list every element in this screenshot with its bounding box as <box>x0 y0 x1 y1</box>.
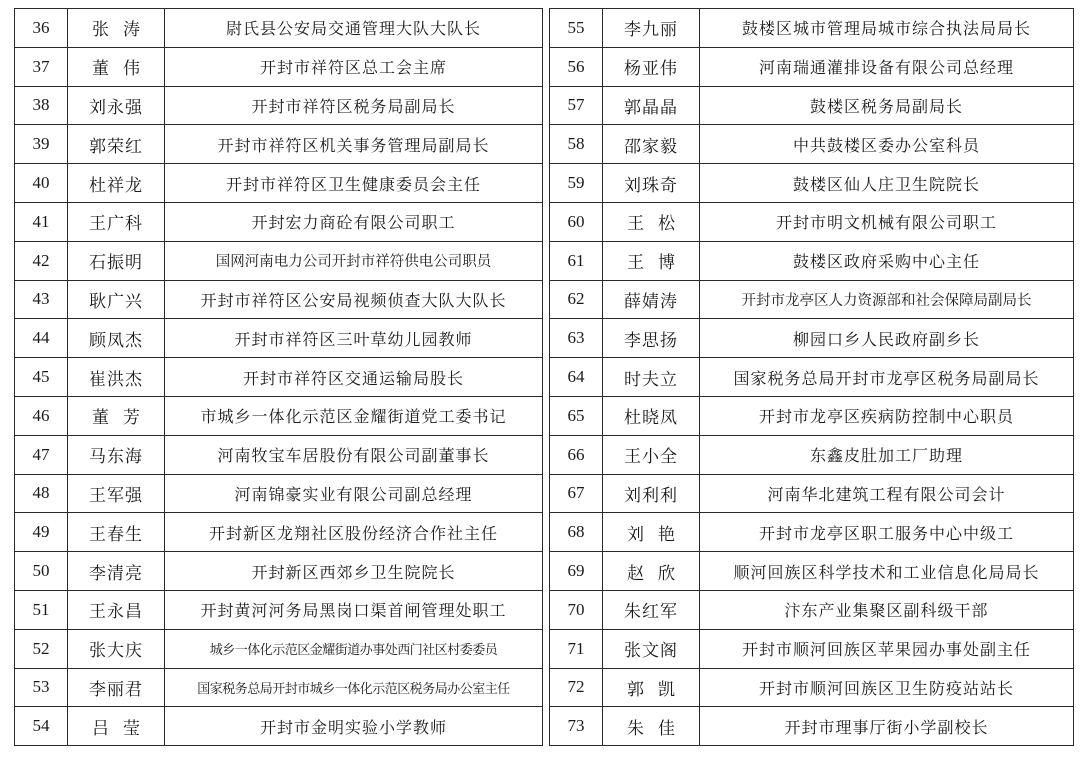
table-row <box>550 125 1074 164</box>
person-position: 柳园口乡人民政府副乡长 <box>700 319 1074 358</box>
table-row <box>550 396 1074 435</box>
table-row <box>15 435 543 474</box>
person-name: 王永昌 <box>68 590 165 629</box>
row-number: 72 <box>550 668 603 707</box>
person-position: 开封市龙亭区职工服务中心中级工 <box>700 513 1074 552</box>
row-number: 63 <box>550 319 603 358</box>
person-position: 鼓楼区政府采购中心主任 <box>700 241 1074 280</box>
row-number: 40 <box>15 164 68 203</box>
row-number: 42 <box>15 241 68 280</box>
row-number: 62 <box>550 280 603 319</box>
person-position: 开封新区西郊乡卫生院院长 <box>165 552 543 591</box>
person-position: 开封新区龙翔社区股份经济合作社主任 <box>165 513 543 552</box>
table-row <box>15 358 543 397</box>
person-name: 李九丽 <box>603 9 700 48</box>
person-position: 顺河回族区科学技术和工业信息化局局长 <box>700 552 1074 591</box>
person-position: 国网河南电力公司开封市祥符供电公司职员 <box>165 241 543 280</box>
row-number: 70 <box>550 590 603 629</box>
person-name: 耿广兴 <box>68 280 165 319</box>
person-name: 李清亮 <box>68 552 165 591</box>
person-name: 时夫立 <box>603 358 700 397</box>
person-position: 开封市明文机械有限公司职工 <box>700 202 1074 241</box>
row-number: 49 <box>15 513 68 552</box>
table-row <box>15 164 543 203</box>
table-row <box>550 241 1074 280</box>
person-position: 开封市祥符区税务局副局长 <box>165 86 543 125</box>
person-position: 开封市顺河回族区苹果园办事处副主任 <box>700 629 1074 668</box>
table-row <box>15 125 543 164</box>
person-name: 李思扬 <box>603 319 700 358</box>
row-number: 58 <box>550 125 603 164</box>
row-number: 48 <box>15 474 68 513</box>
person-position: 河南华北建筑工程有限公司会计 <box>700 474 1074 513</box>
person-position: 开封黄河河务局黑岗口渠首闸管理处职工 <box>165 590 543 629</box>
person-position: 东鑫皮肚加工厂助理 <box>700 435 1074 474</box>
roster-table-left-body <box>15 9 543 746</box>
roster-table-left <box>14 8 543 746</box>
row-number: 41 <box>15 202 68 241</box>
person-name: 杨亚伟 <box>603 47 700 86</box>
row-number: 59 <box>550 164 603 203</box>
person-position: 中共鼓楼区委办公室科员 <box>700 125 1074 164</box>
table-row <box>15 629 543 668</box>
row-number: 57 <box>550 86 603 125</box>
row-number: 39 <box>15 125 68 164</box>
person-name: 崔洪杰 <box>68 358 165 397</box>
row-number: 67 <box>550 474 603 513</box>
person-name: 李丽君 <box>68 668 165 707</box>
person-name: 郭晶晶 <box>603 86 700 125</box>
person-position: 开封市龙亭区疾病防控制中心职员 <box>700 396 1074 435</box>
row-number: 65 <box>550 396 603 435</box>
table-row <box>550 86 1074 125</box>
row-number: 68 <box>550 513 603 552</box>
row-number: 45 <box>15 358 68 397</box>
person-name: 杜晓凤 <box>603 396 700 435</box>
person-name: 赵欣 <box>603 552 700 591</box>
person-name: 刘珠奇 <box>603 164 700 203</box>
table-row <box>550 629 1074 668</box>
person-name: 董芳 <box>68 396 165 435</box>
person-position: 鼓楼区税务局副局长 <box>700 86 1074 125</box>
person-name: 马东海 <box>68 435 165 474</box>
person-position: 开封市龙亭区人力资源部和社会保障局副局长 <box>700 280 1074 319</box>
person-name: 薛婧涛 <box>603 280 700 319</box>
table-row <box>550 319 1074 358</box>
person-name: 朱佳 <box>603 707 700 746</box>
table-row <box>15 47 543 86</box>
person-name: 刘艳 <box>603 513 700 552</box>
person-position: 鼓楼区城市管理局城市综合执法局局长 <box>700 9 1074 48</box>
person-name: 王春生 <box>68 513 165 552</box>
table-row <box>550 590 1074 629</box>
person-name: 吕莹 <box>68 707 165 746</box>
table-row <box>550 474 1074 513</box>
roster-table-right <box>549 8 1074 746</box>
table-row <box>550 435 1074 474</box>
row-number: 61 <box>550 241 603 280</box>
person-position: 开封市顺河回族区卫生防疫站站长 <box>700 668 1074 707</box>
table-row <box>15 590 543 629</box>
person-position: 开封市祥符区总工会主席 <box>165 47 543 86</box>
person-name: 王广科 <box>68 202 165 241</box>
table-row <box>550 9 1074 48</box>
row-number: 50 <box>15 552 68 591</box>
person-position: 开封市祥符区卫生健康委员会主任 <box>165 164 543 203</box>
row-number: 73 <box>550 707 603 746</box>
row-number: 47 <box>15 435 68 474</box>
person-name: 张涛 <box>68 9 165 48</box>
person-position: 开封市金明实验小学教师 <box>165 707 543 746</box>
table-row <box>15 707 543 746</box>
person-name: 邵家毅 <box>603 125 700 164</box>
person-position: 开封市祥符区交通运输局股长 <box>165 358 543 397</box>
table-row <box>550 164 1074 203</box>
person-name: 郭荣红 <box>68 125 165 164</box>
row-number: 60 <box>550 202 603 241</box>
person-name: 石振明 <box>68 241 165 280</box>
person-name: 杜祥龙 <box>68 164 165 203</box>
table-row <box>15 241 543 280</box>
row-number: 36 <box>15 9 68 48</box>
table-row <box>550 668 1074 707</box>
person-position: 河南瑞通灌排设备有限公司总经理 <box>700 47 1074 86</box>
person-position: 河南锦豪实业有限公司副总经理 <box>165 474 543 513</box>
person-position: 开封市祥符区三叶草幼儿园教师 <box>165 319 543 358</box>
table-row <box>15 319 543 358</box>
table-row <box>550 358 1074 397</box>
person-position: 城乡一体化示范区金耀街道办事处西门社区村委委员 <box>165 629 543 668</box>
row-number: 43 <box>15 280 68 319</box>
table-row <box>15 280 543 319</box>
row-number: 52 <box>15 629 68 668</box>
table-row <box>15 396 543 435</box>
person-name: 刘永强 <box>68 86 165 125</box>
person-name: 朱红军 <box>603 590 700 629</box>
person-name: 王松 <box>603 202 700 241</box>
person-position: 开封市理事厅街小学副校长 <box>700 707 1074 746</box>
person-position: 开封市祥符区公安局视频侦查大队大队长 <box>165 280 543 319</box>
table-row <box>15 668 543 707</box>
row-number: 55 <box>550 9 603 48</box>
person-position: 市城乡一体化示范区金耀街道党工委书记 <box>165 396 543 435</box>
row-number: 69 <box>550 552 603 591</box>
table-row <box>550 552 1074 591</box>
table-row <box>550 280 1074 319</box>
row-number: 66 <box>550 435 603 474</box>
table-row <box>550 47 1074 86</box>
row-number: 37 <box>15 47 68 86</box>
person-name: 郭凯 <box>603 668 700 707</box>
row-number: 71 <box>550 629 603 668</box>
table-row <box>15 513 543 552</box>
person-name: 王小全 <box>603 435 700 474</box>
row-number: 54 <box>15 707 68 746</box>
table-row <box>550 707 1074 746</box>
person-position: 尉氏县公安局交通管理大队大队长 <box>165 9 543 48</box>
table-row <box>15 9 543 48</box>
row-number: 44 <box>15 319 68 358</box>
person-name: 张文阁 <box>603 629 700 668</box>
person-position: 国家税务总局开封市城乡一体化示范区税务局办公室主任 <box>165 668 543 707</box>
person-name: 王军强 <box>68 474 165 513</box>
table-row <box>15 552 543 591</box>
person-position: 河南牧宝车居股份有限公司副董事长 <box>165 435 543 474</box>
row-number: 38 <box>15 86 68 125</box>
person-position: 开封市祥符区机关事务管理局副局长 <box>165 125 543 164</box>
person-name: 董伟 <box>68 47 165 86</box>
person-position: 国家税务总局开封市龙亭区税务局副局长 <box>700 358 1074 397</box>
person-name: 张大庆 <box>68 629 165 668</box>
table-row <box>15 202 543 241</box>
table-row <box>550 513 1074 552</box>
table-row <box>550 202 1074 241</box>
table-row <box>15 474 543 513</box>
row-number: 46 <box>15 396 68 435</box>
roster-table-right-body <box>550 9 1074 746</box>
person-position: 鼓楼区仙人庄卫生院院长 <box>700 164 1074 203</box>
person-position: 开封宏力商砼有限公司职工 <box>165 202 543 241</box>
person-position: 汴东产业集聚区副科级干部 <box>700 590 1074 629</box>
table-row <box>15 86 543 125</box>
row-number: 53 <box>15 668 68 707</box>
row-number: 64 <box>550 358 603 397</box>
person-name: 顾凤杰 <box>68 319 165 358</box>
person-name: 刘利利 <box>603 474 700 513</box>
row-number: 56 <box>550 47 603 86</box>
person-name: 王博 <box>603 241 700 280</box>
row-number: 51 <box>15 590 68 629</box>
